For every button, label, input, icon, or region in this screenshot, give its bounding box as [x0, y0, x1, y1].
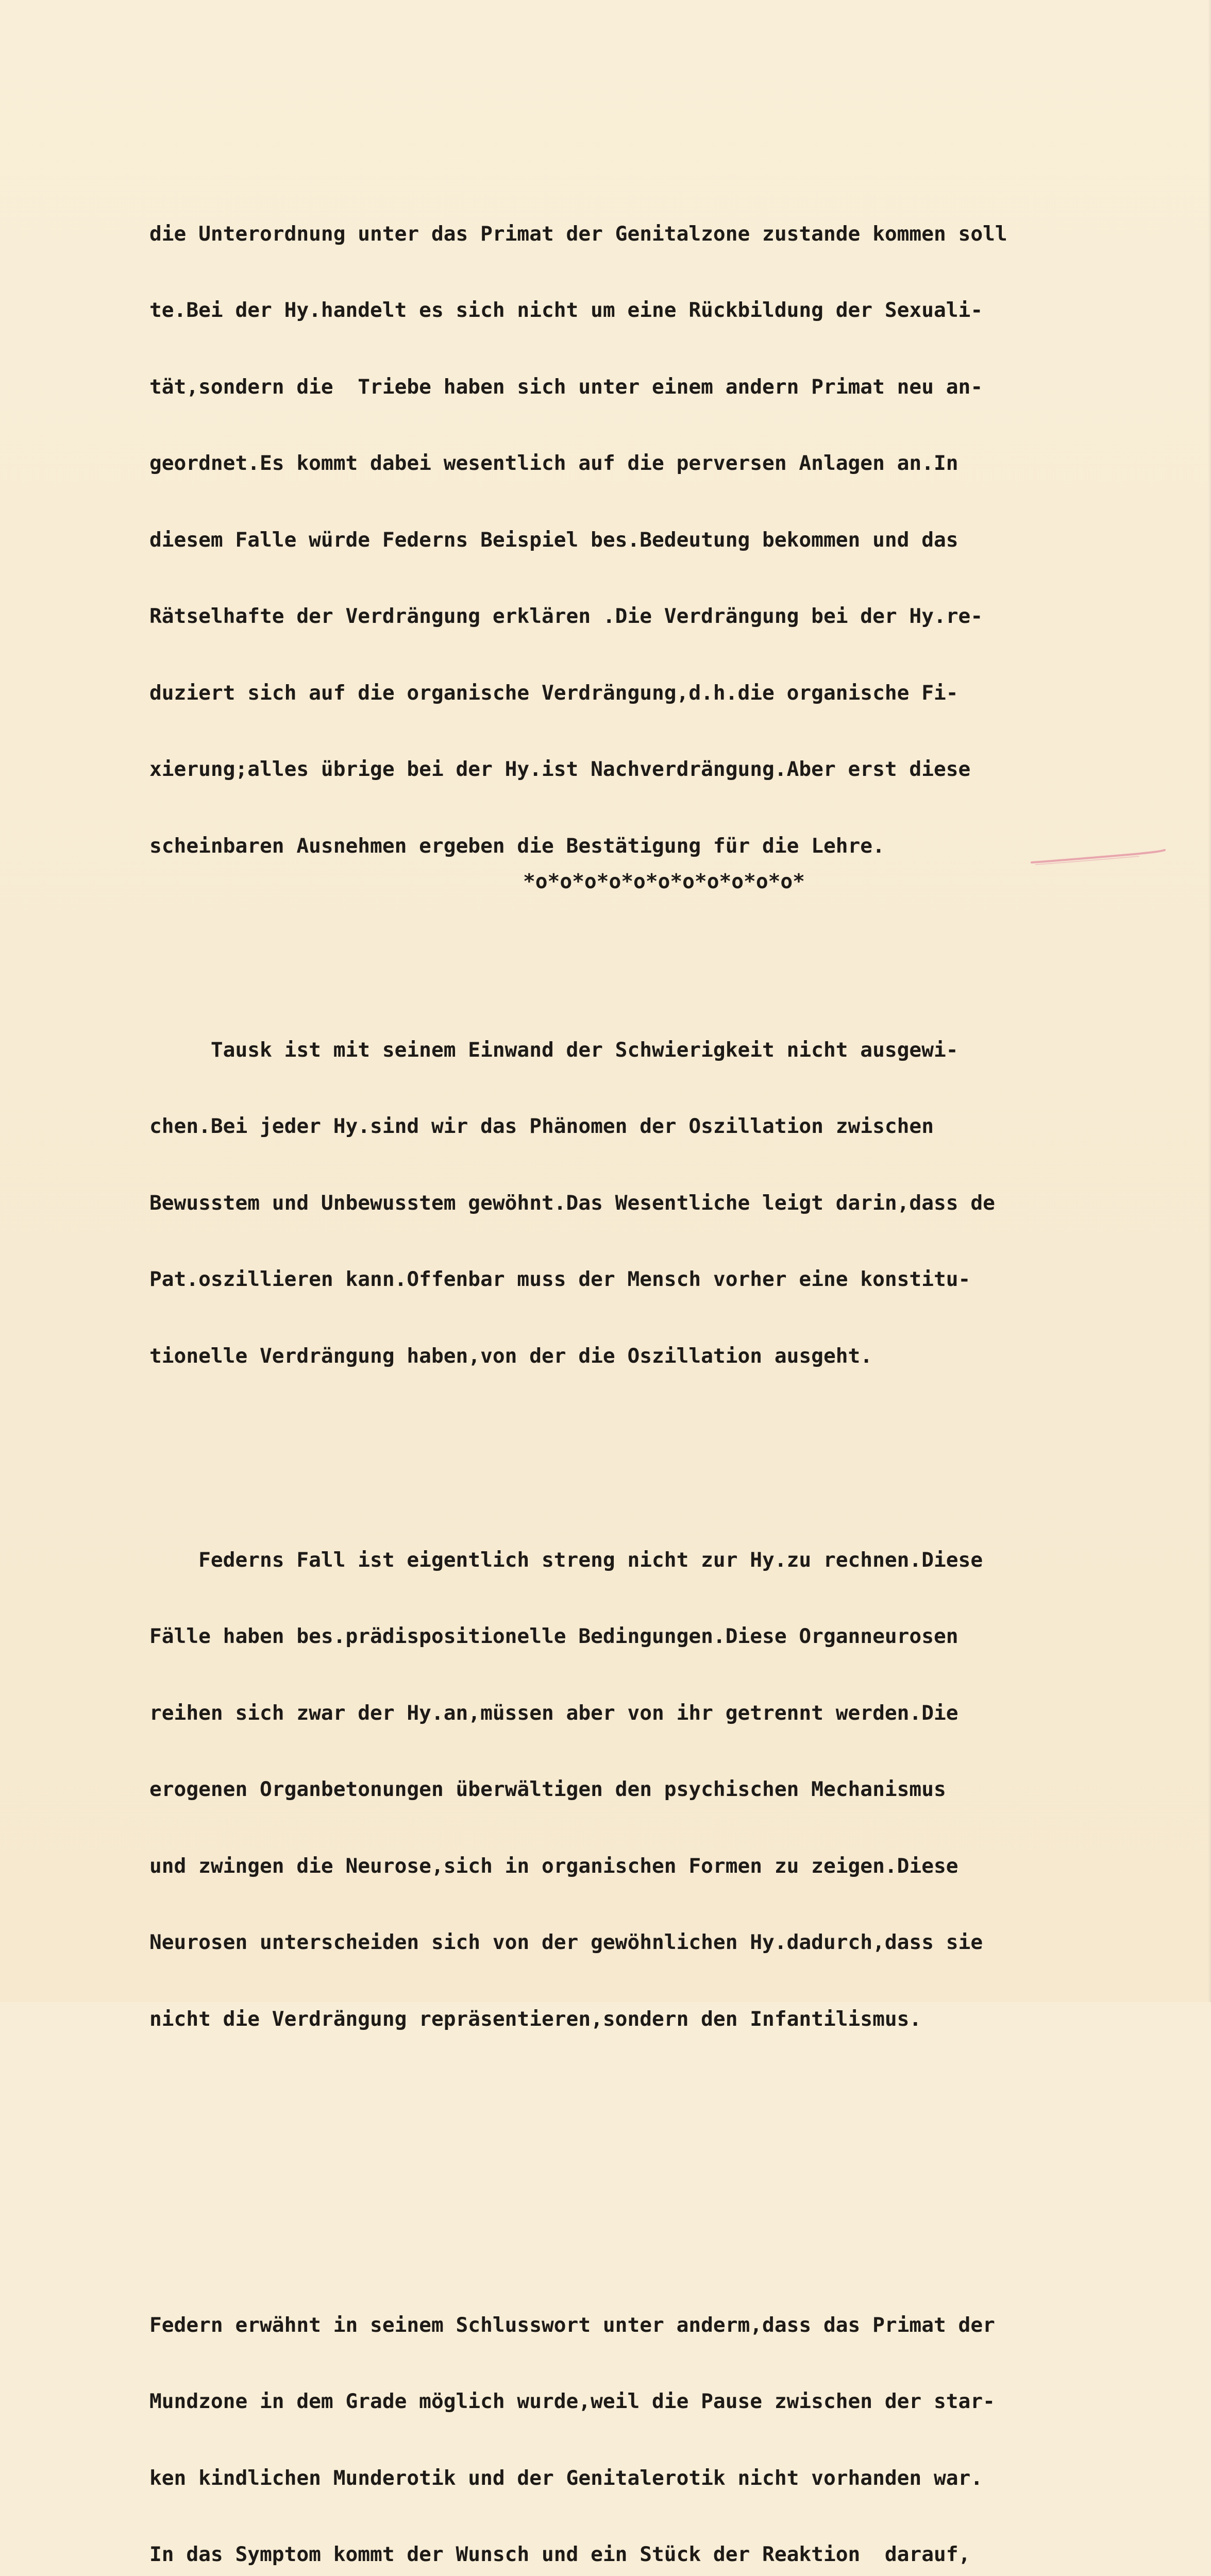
- text-line: diesem Falle würde Federns Beispiel bes.Bedeutung bekommen und das: [149, 528, 1211, 553]
- text-line: Mundzone in dem Grade möglich wurde,weil die Pause zwischen der star-: [149, 2389, 1211, 2415]
- pink-pencil-mark: [1031, 849, 1166, 867]
- paragraph-3: [149, 1497, 1211, 2083]
- text-line: reihen sich zwar der Hy.an,müssen aber von ihr getrennt werden.Die: [149, 1701, 1211, 1726]
- text-line: Federn erwähnt in seinem Schlusswort unter anderm,dass das Primat der: [149, 2313, 1211, 2338]
- text-line: Fälle haben bes.prädispositionelle Bedingungen.Diese Organneurosen: [149, 1624, 1211, 1650]
- text-line: xierung;alles übrige bei der Hy.ist Nachverdrängung.Aber erst diese: [149, 757, 1211, 783]
- text-line: Federns Fall ist eigentlich streng nicht zur Hy.zu rechnen.Diese: [149, 1548, 1211, 1573]
- text-line: Bewusstem und Unbewusstem gewöhnt.Das Wesentliche leigt darin,dass de: [149, 1191, 1211, 1216]
- text-line: Tausk ist mit seinem Einwand der Schwierigkeit nicht ausgewi-: [149, 1038, 1211, 1063]
- text-line: tät,sondern die Triebe haben sich unter einem andern Primat neu an-: [149, 375, 1211, 400]
- text-line: Neurosen unterscheiden sich von der gewöhnlichen Hy.dadurch,dass sie: [149, 1930, 1211, 1956]
- section-end-ornament: *o*o*o*o*o*o*o*o*o*o*o*: [523, 869, 805, 894]
- paragraph-1: [149, 171, 1211, 910]
- text-line: nicht die Verdrängung repräsentieren,sondern den Infantilismus.: [149, 2007, 1211, 2032]
- paragraph-4: [149, 2262, 1211, 2576]
- text-line: erogenen Organbetonungen überwältigen den psychischen Mechanismus: [149, 1777, 1211, 1803]
- text-line: geordnet.Es kommt dabei wesentlich auf die perversen Anlagen an.In: [149, 451, 1211, 477]
- text-line: ken kindlichen Munderotik und der Genitalerotik nicht vorhanden war.: [149, 2466, 1211, 2492]
- text-line: In das Symptom kommt der Wunsch und ein Stück der Reaktion darauf,: [149, 2542, 1211, 2568]
- text-line: scheinbaren Ausnehmen ergeben die Bestätigung für die Lehre.: [149, 834, 1211, 859]
- typed-text-body: [149, 94, 1211, 2576]
- text-line: die Unterordnung unter das Primat der Genitalzone zustande kommen soll: [149, 222, 1211, 247]
- text-line: tionelle Verdrängung haben,von der die Oszillation ausgeht.: [149, 1344, 1211, 1369]
- text-line: chen.Bei jeder Hy.sind wir das Phänomen der Oszillation zwischen: [149, 1114, 1211, 1140]
- text-line: Rätselhafte der Verdrängung erklären .Die Verdrängung bei der Hy.re-: [149, 604, 1211, 630]
- text-line: te.Bei der Hy.handelt es sich nicht um eine Rückbildung der Sexuali-: [149, 298, 1211, 324]
- text-line: Pat.oszillieren kann.Offenbar muss der Mensch vorher eine konstitu-: [149, 1267, 1211, 1293]
- text-line: duziert sich auf die organische Verdrängung,d.h.die organische Fi-: [149, 681, 1211, 706]
- paragraph-2: [149, 987, 1211, 1420]
- text-line: und zwingen die Neurose,sich in organischen Formen zu zeigen.Diese: [149, 1854, 1211, 1879]
- paragraph-gap: [149, 2160, 1211, 2185]
